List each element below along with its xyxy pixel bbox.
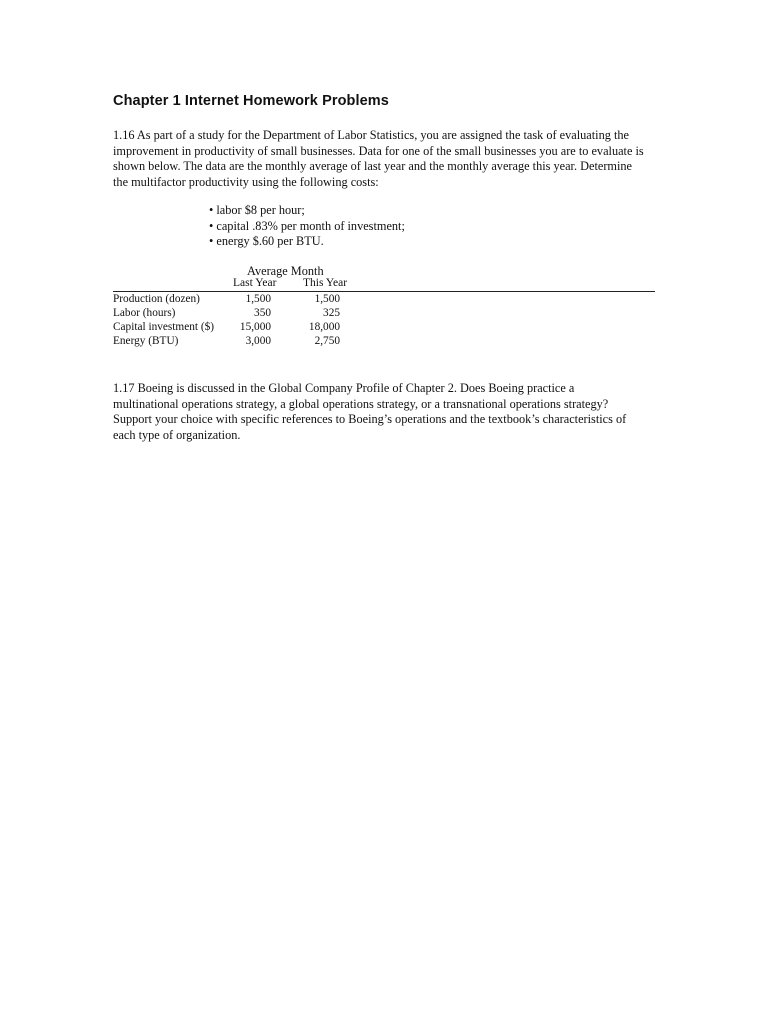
problem-text-line: the multifactor productivity using the following costs:	[113, 174, 379, 189]
page-title: Chapter 1 Internet Homework Problems	[113, 93, 389, 109]
cell-last-year: 1,500	[245, 293, 271, 305]
cost-item-labor: • labor $8 per hour;	[209, 203, 305, 217]
cost-list	[209, 203, 405, 250]
problem-text-line: multinational operations strategy, a global operations strategy, or a transnational operations strategy?	[113, 396, 609, 411]
problem-text-line: improvement in productivity of small businesses. Data for one of the small businesses you are to evaluate is	[113, 143, 644, 158]
cell-this-year: 1,500	[314, 293, 340, 305]
problem-text-line: shown below. The data are the monthly average of last year and the monthly average this year. Determine	[113, 159, 633, 174]
table-title: Average Month	[247, 264, 324, 278]
table-row-labor	[113, 306, 353, 320]
problem-text-line: 1.17 Boeing is discussed in the Global Company Profile of Chapter 2. Does Boeing practice a	[113, 381, 575, 395]
table-row-capital	[113, 320, 353, 334]
column-header-this-year: This Year	[303, 277, 348, 289]
column-header-last-year: Last Year	[233, 277, 277, 289]
table-row-energy	[113, 334, 353, 348]
row-label: Production (dozen)	[113, 293, 200, 305]
row-label: Labor (hours)	[113, 307, 176, 319]
problem-text-line: Support your choice with specific references to Boeing’s operations and the textbook’s characteristics of	[113, 412, 627, 427]
cell-last-year: 3,000	[245, 335, 271, 347]
cost-item-capital: • capital .83% per month of investment;	[209, 218, 405, 233]
row-label: Capital investment ($)	[113, 321, 215, 333]
cell-this-year: 325	[323, 307, 340, 319]
problem-text-line: 1.16 As part of a study for the Department of Labor Statistics, you are assigned the task of evaluating the	[113, 128, 629, 142]
cell-this-year: 2,750	[314, 335, 340, 347]
cell-last-year: 350	[254, 307, 271, 319]
cell-last-year: 15,000	[239, 321, 271, 333]
cost-item-energy: • energy $.60 per BTU.	[209, 234, 324, 249]
problem-1-17-text	[113, 381, 673, 443]
problem-1-16-text	[113, 128, 673, 190]
table-row-production	[113, 292, 353, 306]
problem-text-line: each type of organization.	[113, 427, 241, 442]
cell-this-year: 18,000	[308, 321, 340, 333]
row-label: Energy (BTU)	[113, 335, 179, 347]
